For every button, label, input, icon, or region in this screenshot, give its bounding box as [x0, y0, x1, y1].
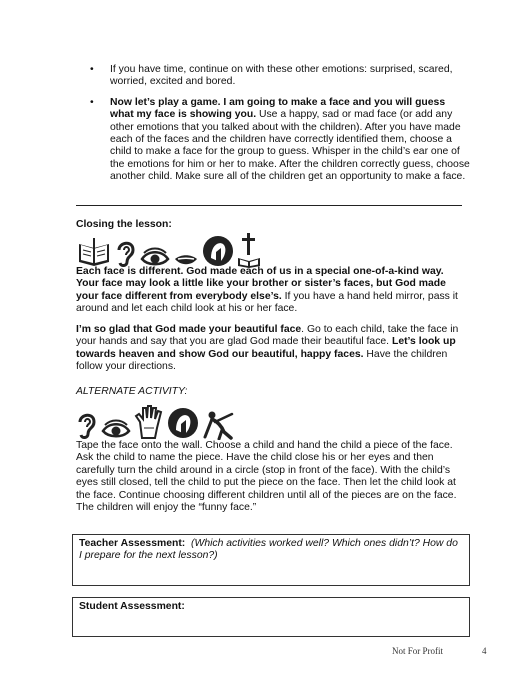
section-divider — [76, 205, 462, 206]
bullet-item-emotions — [90, 64, 470, 89]
bible-icon — [76, 236, 112, 268]
ear-icon — [76, 410, 98, 440]
bullet-bold-text: Now let’s play a game. I am going to make a face and you will guess what my face is showing you. — [110, 96, 446, 121]
bullet-text: Use a happy, sad or mad face (or add any other emotions that you talked about with the children). After you have made each of the faces and the children have correctly identified them, choose a child to make a face for the group to guess. Whisper in the child’s ear one of the emotions for him or her to make. After the children correctly guess, choose another child. Make sure all of the children get an opportunity to make a face. — [110, 109, 470, 183]
student-assessment-line — [79, 601, 463, 613]
closing-p2-text-a: . Go to each child, take the face in your hands and say that you are glad God made their beautiful face. — [76, 324, 459, 348]
hand-icon — [134, 404, 164, 440]
closing-icon-row — [76, 232, 261, 268]
bullet-marker: • — [90, 96, 94, 108]
teacher-assessment-prompt: (Which activities worked well? Which ones didn’t? How do I prepare for the next lesson?) — [79, 538, 458, 562]
closing-p2-bold-a: I’m so glad that God made your beautiful face — [76, 324, 302, 335]
closing-p1-bold: Each face is different. God made each of us in a special one-of-a-kind way. Your face may look a little like your brother or sister’s faces, but God made your face different from everybody else’s. — [76, 266, 446, 302]
closing-paragraph-2 — [76, 324, 468, 374]
cross-book-icon — [237, 232, 261, 268]
bullet-marker: • — [90, 64, 94, 75]
closing-heading: Closing the lesson: — [76, 219, 172, 230]
footer-text: Not For Profit — [392, 646, 444, 656]
praying-head-icon — [167, 406, 199, 440]
page-number: 4 — [482, 646, 487, 656]
praying-head-icon — [202, 234, 234, 268]
teacher-assessment-box[interactable] — [72, 534, 470, 586]
closing-p1-text: If you have a hand held mirror, pass it around and let each child look at his or her face. — [76, 290, 458, 315]
teacher-assessment-line — [79, 538, 463, 563]
ear-icon — [115, 238, 137, 268]
eye-icon — [140, 246, 170, 268]
student-assessment-label: Student Assessment: — [79, 601, 185, 612]
closing-paragraph-1 — [76, 266, 468, 316]
stretching-figure-icon — [202, 410, 236, 440]
closing-p2-text-b: Have the children follow your directions. — [76, 348, 448, 373]
student-assessment-box[interactable] — [72, 597, 470, 637]
alternate-activity-title: ALTERNATE ACTIVITY: — [76, 386, 188, 397]
bullet-list — [90, 64, 470, 192]
closing-p2-bold-b: Let’s look up towards heaven and show God our beautiful, happy faces. — [76, 336, 456, 360]
alternate-activity-text: Tape the face onto the wall. Choose a child and hand the child a piece of the face. Ask the child to name the piece. Have the child close his or her eyes and then carefully turn the child around in a circle (stop in front of the face). With the child’s eyes still closed, tell the child to put the piece on the face. Then let the child look at the face. Continue choosing different children until all of the pieces are on the face. The children will enjoy the “funny face.” — [76, 440, 457, 514]
alternate-icon-row — [76, 404, 236, 440]
eye-icon — [101, 418, 131, 440]
bullet-text: If you have time, continue on with these other emotions: surprised, scared, worried, excited and bored. — [110, 64, 453, 88]
teacher-assessment-label: Teacher Assessment: — [79, 538, 186, 549]
bullet-item-game — [90, 97, 470, 184]
